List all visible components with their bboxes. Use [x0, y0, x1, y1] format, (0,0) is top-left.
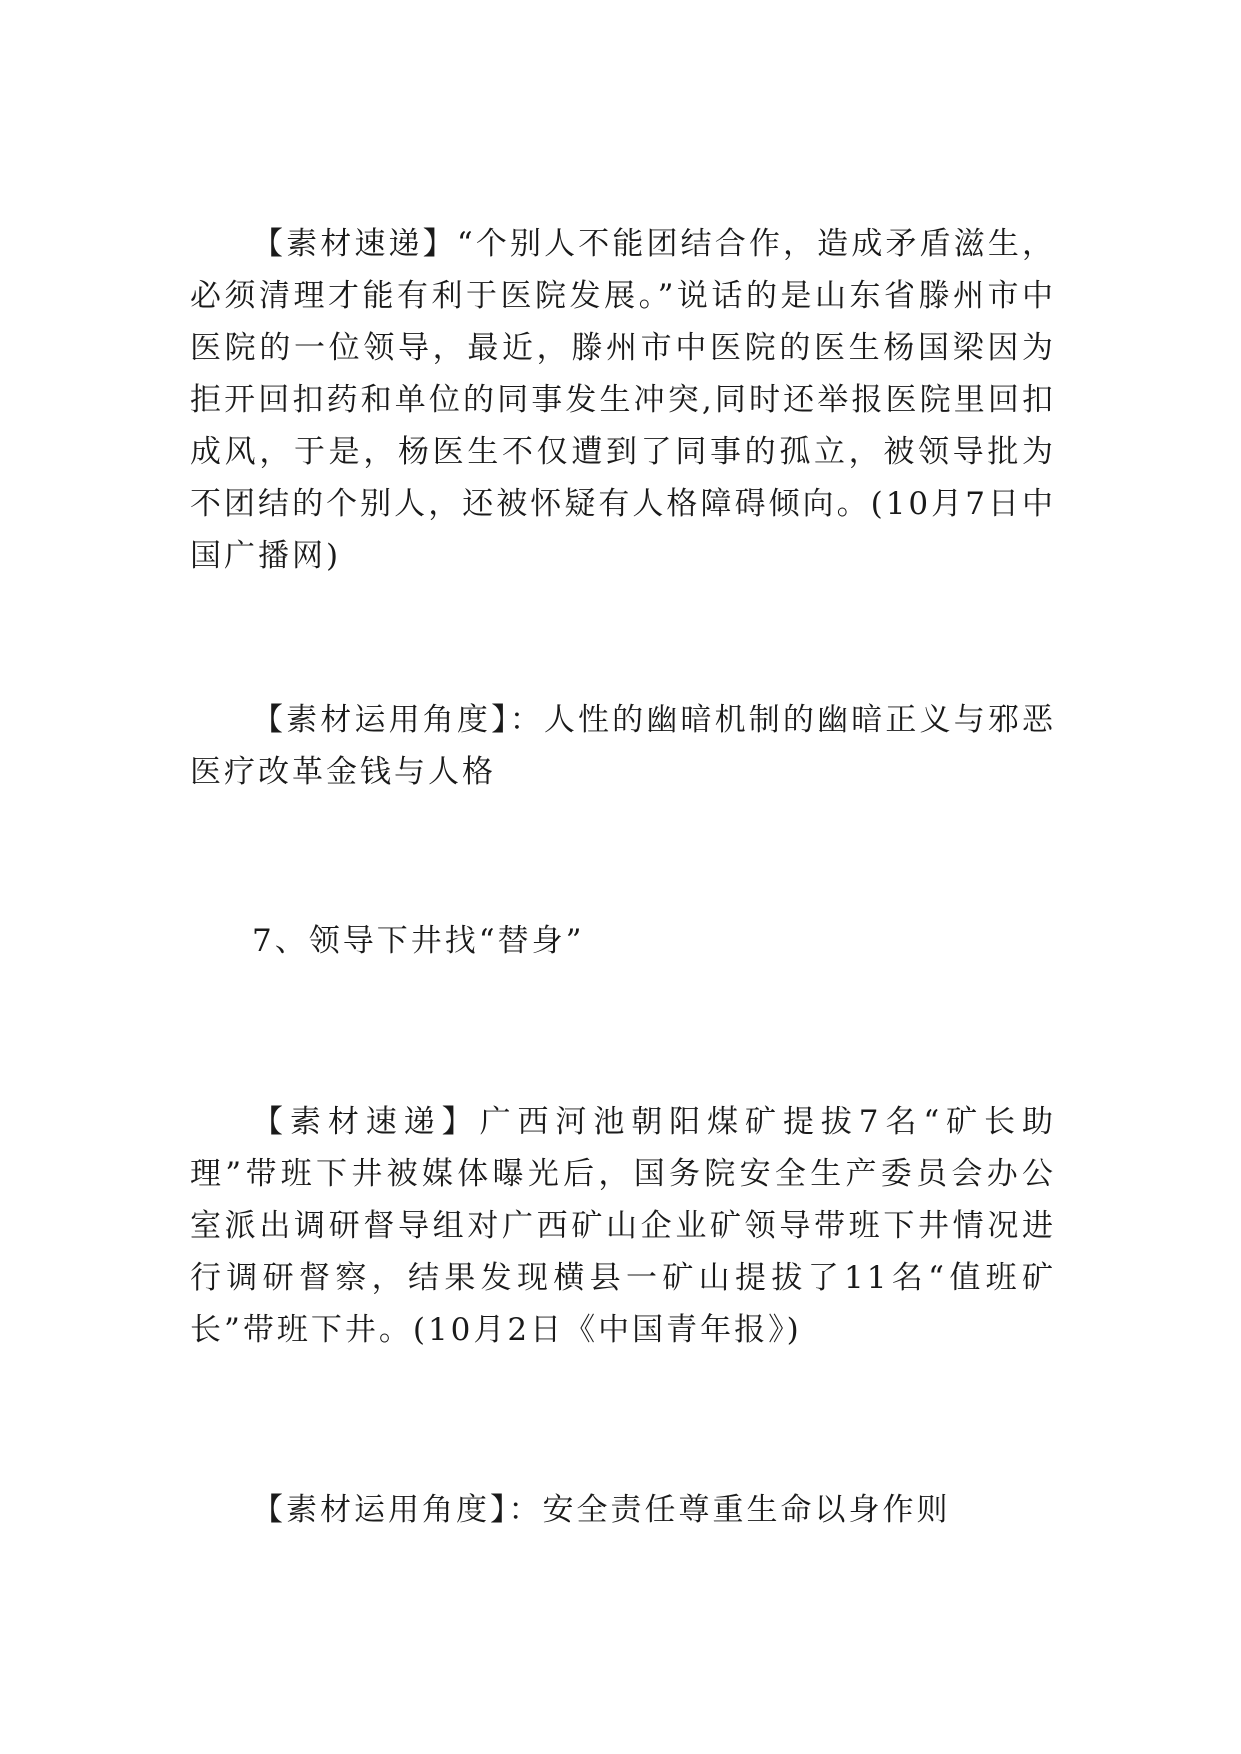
section-heading	[190, 915, 1056, 967]
material-delivery-paragraph	[190, 1096, 1056, 1356]
material-delivery-text: “个别人不能团结合作，造成矛盾滋生，必须清理才能有利于医院发展。”说话的是山东省滕州市中医院的一位领导，最近，滕州市中医院的医生杨国梁因为拒开回扣药和单位的同事发生冲突,同时还举报医院里回扣成风，于是，杨医生不仅遭到了同事的孤立，被领导批为不团结的个别人，还被怀疑有人格障碍倾向。(10月7日中国广播网)	[190, 226, 1056, 574]
material-angle-label: 【素材运用角度】	[252, 702, 510, 738]
material-angle-label: 【素材运用角度】	[252, 1492, 509, 1528]
material-delivery-text: 广西河池朝阳煤矿提拔7名“矿长助理”带班下井被媒体曝光后，国务院安全生产委员会办公室派出调研督导组对广西矿山企业矿领导带班下井情况进行调研督察，结果发现横县一矿山提拔了11名“值班矿长”带班下井。(10月2日《中国青年报》)	[190, 1104, 1057, 1348]
material-angle-text: ：人性的幽暗机制的幽暗正义与邪恶医疗改革金钱与人格	[190, 702, 1056, 790]
material-delivery-label: 【素材速递】	[252, 226, 457, 262]
material-angle-text: ：安全责任尊重生命以身作则	[508, 1492, 951, 1528]
material-delivery-label: 【素材速递】	[252, 1104, 480, 1140]
material-angle-paragraph	[190, 1484, 1056, 1536]
material-angle-paragraph	[190, 694, 1056, 798]
section-heading-text: 7、领导下井找“替身”	[252, 923, 585, 959]
material-delivery-paragraph	[190, 218, 1056, 582]
